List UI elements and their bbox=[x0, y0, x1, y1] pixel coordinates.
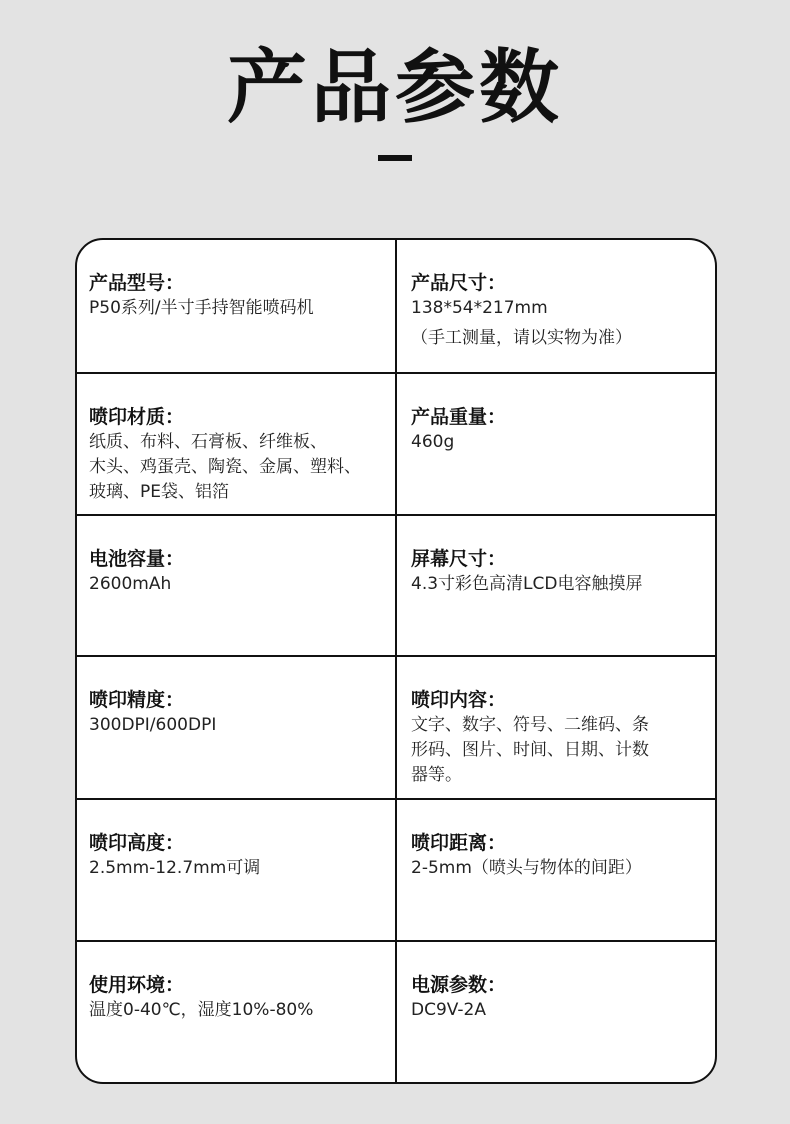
spec-cell-weight bbox=[397, 374, 715, 516]
spec-value: DC9V-2A bbox=[411, 1000, 486, 1020]
spec-cell-precision bbox=[77, 657, 397, 800]
spec-label: 喷印内容： bbox=[411, 689, 507, 711]
spec-label: 电池容量： bbox=[89, 548, 185, 570]
spec-value: 2.5mm-12.7mm可调 bbox=[89, 858, 261, 878]
spec-label: 屏幕尺寸： bbox=[411, 548, 507, 570]
spec-cell-power bbox=[397, 942, 715, 1082]
spec-value: 纸质、布料、石膏板、纤维板、 木头、鸡蛋壳、陶瓷、金属、塑料、 玻璃、PE袋、铝箔 bbox=[89, 432, 361, 502]
spec-label: 喷印距离： bbox=[411, 832, 507, 854]
spec-value: 300DPI/600DPI bbox=[89, 715, 217, 735]
title-divider bbox=[378, 155, 412, 161]
spec-value: 460g bbox=[411, 432, 455, 452]
spec-label: 喷印高度： bbox=[89, 832, 185, 854]
spec-cell-content bbox=[397, 657, 715, 800]
spec-cell-size bbox=[397, 240, 715, 374]
spec-value: 2600mAh bbox=[89, 574, 172, 594]
spec-label: 喷印材质： bbox=[89, 406, 185, 428]
spec-label: 喷印精度： bbox=[89, 689, 185, 711]
spec-value: 4.3寸彩色高清LCD电容触摸屏 bbox=[411, 574, 643, 594]
page-title: 产品参数 bbox=[227, 41, 563, 134]
spec-value: 2-5mm（喷头与物体的间距） bbox=[411, 858, 642, 878]
spec-table bbox=[75, 238, 717, 1084]
spec-value: 138*54*217mm bbox=[411, 298, 548, 318]
spec-cell-environment bbox=[77, 942, 397, 1082]
spec-value: P50系列/半寸手持智能喷码机 bbox=[89, 298, 314, 318]
spec-cell-battery bbox=[77, 516, 397, 657]
spec-cell-material bbox=[77, 374, 397, 516]
spec-value: 温度0-40℃，湿度10%-80% bbox=[89, 1000, 314, 1020]
spec-note: （手工测量，请以实物为准） bbox=[411, 328, 632, 348]
spec-cell-distance bbox=[397, 800, 715, 942]
spec-label: 使用环境： bbox=[89, 974, 185, 996]
spec-label: 产品型号： bbox=[89, 272, 185, 294]
spec-label: 产品重量： bbox=[411, 406, 507, 428]
spec-cell-height bbox=[77, 800, 397, 942]
spec-cell-model bbox=[77, 240, 397, 374]
spec-value: 文字、数字、符号、二维码、条 形码、图片、时间、日期、计数 器等。 bbox=[411, 715, 649, 785]
spec-label: 电源参数： bbox=[411, 974, 507, 996]
spec-cell-screen bbox=[397, 516, 715, 657]
spec-label: 产品尺寸： bbox=[411, 272, 507, 294]
